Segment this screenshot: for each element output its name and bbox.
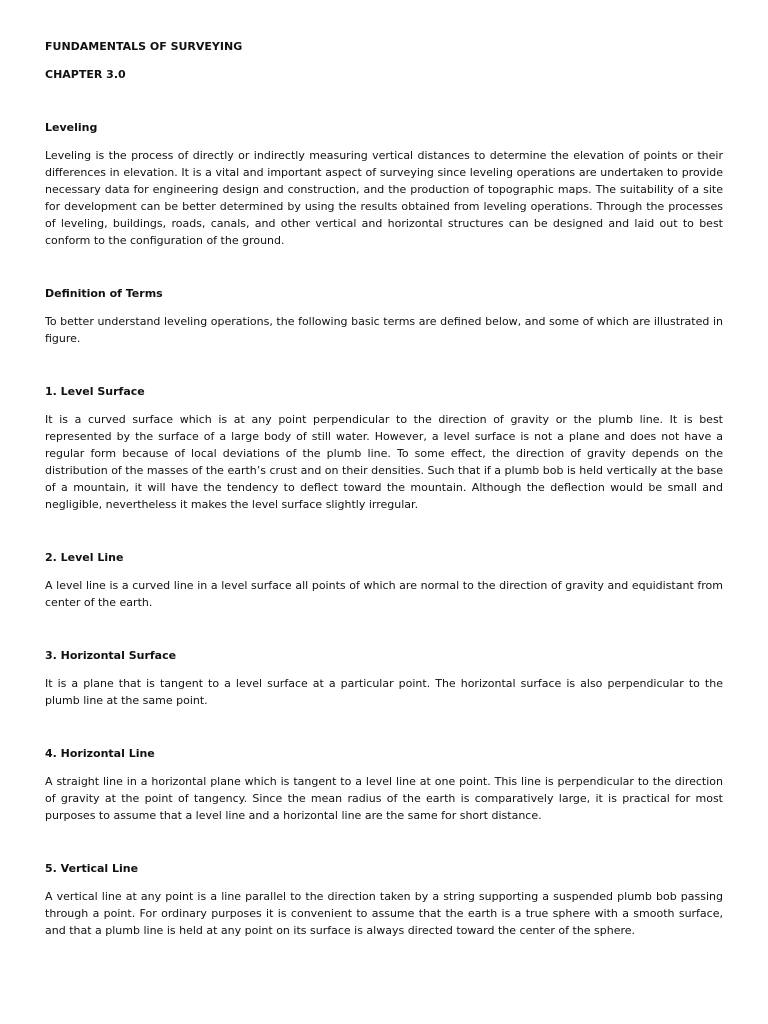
term-text-horizontal-surface: It is a plane that is tangent to a level surface at a particular point. The horizontal surface is also perpendicular to the plumb line at the same point.: [45, 677, 723, 707]
term-heading-vertical-line: 5. Vertical Line: [45, 862, 139, 875]
term-heading-level-line: 2. Level Line: [45, 551, 124, 564]
section-heading-leveling: Leveling: [45, 121, 98, 134]
section-horizontal-line: [45, 745, 723, 824]
section-definitions: [45, 285, 723, 347]
chapter-label: CHAPTER 3.0: [45, 68, 126, 81]
term-text-level-line: A level line is a curved line in a level surface all points of which are normal to the direction of gravity and equidistant from center of the earth.: [45, 579, 723, 609]
section-level-line: [45, 549, 723, 611]
paragraph-leveling: Leveling is the process of directly or indirectly measuring vertical distances to determine the elevation of points or their differences in elevation. It is a vital and important aspect of surveying since leveling operations are undertaken to provide necessary data for engineering design and construction, and the production of topographic maps. The suitability of a site for development can be better determined by using the results obtained from leveling operations. Through the processes of leveling, buildings, roads, canals, and other vertical and horizontal structures can be designed and laid out to best conform to the configuration of the ground.: [45, 149, 723, 247]
document-title: FUNDAMENTALS OF SURVEYING: [45, 40, 243, 53]
section-heading-definitions: Definition of Terms: [45, 287, 163, 300]
section-vertical-line: [45, 860, 723, 939]
term-heading-level-surface: 1. Level Surface: [45, 385, 145, 398]
term-text-vertical-line: A vertical line at any point is a line parallel to the direction taken by a string supporting a suspended plumb bob passing through a point. For ordinary purposes it is convenient to assume that the earth is a true sphere with a smooth surface, and that a plumb line is held at any point on its surface is always directed toward the center of the sphere.: [45, 890, 723, 937]
term-text-horizontal-line: A straight line in a horizontal plane which is tangent to a level line at one point. This line is perpendicular to the direction of gravity at the point of tangency. Since the mean radius of the earth is comparatively large, it is practical for most purposes to assume that a level line and a horizontal line are the same for short distance.: [45, 775, 723, 822]
term-heading-horizontal-line: 4. Horizontal Line: [45, 747, 155, 760]
section-horizontal-surface: [45, 647, 723, 709]
term-heading-horizontal-surface: 3. Horizontal Surface: [45, 649, 177, 662]
paragraph-definitions: To better understand leveling operations, the following basic terms are defined below, and some of which are illustrated in figure.: [45, 315, 723, 345]
document-page: [45, 38, 723, 939]
section-level-surface: [45, 383, 723, 513]
term-text-level-surface: It is a curved surface which is at any point perpendicular to the direction of gravity or the plumb line. It is best represented by the surface of a large body of still water. However, a level surface is not a plane and does not have a regular form because of local deviations of the plumb line. To some effect, the direction of gravity depends on the distribution of the masses of the earth’s crust and on their densities. Such that if a plumb bob is held vertically at the base of a mountain, it will have the tendency to deflect toward the mountain. Although the deflection would be small and negligible, nevertheless it makes the level surface slightly irregular.: [45, 413, 723, 511]
